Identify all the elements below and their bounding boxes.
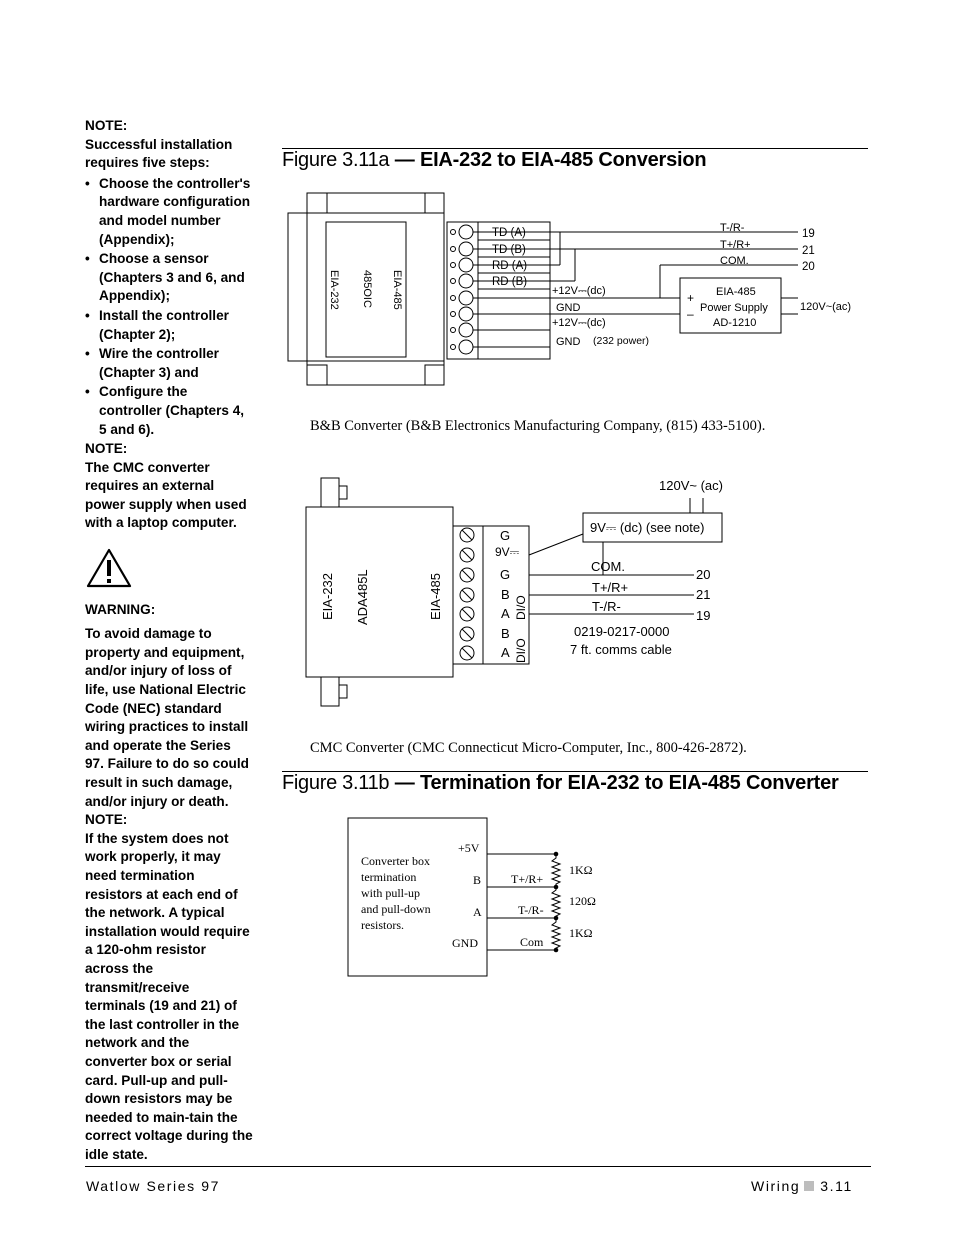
cmc-term-label: B [501, 626, 510, 641]
box-text-line: termination [361, 870, 417, 884]
cable-part-number: 0219-0217-0000 [574, 624, 670, 639]
step-item: • Choose a sensor (Chapters 3 and 6, and Appendix); [85, 250, 253, 306]
step-item: • Wire the controller (Chapter 3) and [85, 345, 253, 382]
step-item: • Choose the controller's hardware configuration and model number (Appendix); [85, 175, 253, 249]
note1-heading: NOTE: [85, 118, 128, 133]
term-label: TD (B) [492, 244, 526, 256]
ps-plus: + [687, 291, 695, 305]
square-bullet-icon [804, 1181, 814, 1191]
fig-a-title-lead: Figure 3.11a [282, 149, 390, 171]
cmc-eia485-label: EIA-485 [428, 573, 443, 620]
power-label: +12V⎓(dc) [552, 317, 606, 329]
power-label: +12V⎓(dc) [552, 285, 606, 297]
ctrl-label: T+/R+ [720, 239, 751, 251]
ctrl-number: 19 [802, 228, 815, 240]
ps-line3: AD-1210 [713, 317, 757, 329]
resistor-1k-bottom [552, 918, 560, 950]
cmc-eia232-label: EIA-232 [320, 573, 335, 620]
box-text-line: and pull-down [361, 902, 431, 916]
term-label: TD (A) [492, 227, 526, 239]
cmc-wire-number: 19 [696, 608, 711, 623]
cmc-term-label: A [501, 645, 510, 660]
cmc-wire-label: T-/R- [592, 599, 621, 614]
pin-label: +5V [458, 841, 480, 855]
term-label: RD (B) [492, 276, 528, 288]
footer-page-number: 3.11 [820, 1178, 853, 1194]
cmc-dc-note: 9V⎓ (dc) (see note) [590, 520, 705, 535]
warning-heading: WARNING: [85, 601, 156, 617]
warning-text: To avoid damage to property and equipment, and/or injury of loss of life, use National Electric Code (NEC) standard wiring practices to install and operate the Series 97. Failure to do so could result in such damage, and/or injury or death. [85, 626, 249, 809]
power-note: (232 power) [593, 335, 650, 347]
caption-bb: B&B Converter (B&B Electronics Manufacturing Company, (815) 433-5100). [310, 418, 766, 434]
cmc-wire-number: 20 [696, 567, 711, 582]
ctrl-number: 20 [802, 261, 815, 273]
cmc-term-label: G [500, 528, 511, 543]
bb-eia232-label: EIA-232 [328, 270, 340, 310]
cmc-dio-label: DI/O [514, 638, 528, 663]
cable-description: 7 ft. comms cable [570, 642, 672, 657]
line-label: Com [520, 935, 544, 949]
line-label: T-/R- [518, 903, 544, 917]
pin-label: GND [452, 936, 478, 950]
cmc-ac-label: 120V~ (ac) [659, 478, 723, 493]
note2-text: The CMC converter requires an external power supply when used with a laptop computer. [85, 459, 247, 531]
cmc-wire-number: 21 [696, 587, 711, 602]
resistor-value: 1KΩ [569, 863, 593, 877]
ps-ac: 120V~(ac) [800, 301, 852, 313]
pin-label: B [473, 873, 482, 887]
ps-line1: EIA-485 [716, 286, 756, 298]
cmc-term-label: A [501, 606, 510, 621]
pin-label: A [473, 905, 482, 919]
ps-line2: Power Supply [700, 302, 768, 314]
step-item: • Configure the controller (Chapters 4, 5 and 6). [85, 383, 253, 439]
note3-text: If the system does not work properly, it may need termination resistors at each end of the network. A typical installation would require a 120-ohm resistor across the transmit/receive terminals (19 and 21) of the last controller in the network and the converter box or serial card. Pull-up and pull-down resistors may be needed to main-tain the correct voltage during the idle state. [85, 830, 253, 1162]
cmc-wire-label: COM. [591, 559, 625, 574]
ctrl-label: COM. [720, 255, 749, 267]
bb-model-label: 485OIC [361, 270, 373, 308]
note3-heading: NOTE: [85, 812, 128, 828]
term-label: RD (A) [492, 260, 528, 272]
footer-rule [85, 1166, 871, 1167]
step-item: • Install the controller (Chapter 2); [85, 307, 253, 344]
power-label: GND [556, 302, 581, 314]
caption-cmc: CMC Converter (CMC Connecticut Micro-Computer, Inc., 800-426-2872). [310, 740, 747, 756]
box-text-line: Converter box [361, 854, 430, 868]
cmc-term-label: G [500, 567, 511, 582]
footer-product: Watlow Series 97 [86, 1178, 221, 1194]
line-label: T+/R+ [511, 872, 544, 886]
fig-b-title-text: — Termination for EIA-232 to EIA-485 Converter [394, 772, 839, 794]
cmc-term-label: B [501, 587, 510, 602]
cmc-term-label: 9V⎓ [495, 545, 520, 559]
ctrl-number: 21 [802, 245, 815, 257]
bb-eia485-label: EIA-485 [391, 270, 403, 310]
ctrl-label: T-/R- [720, 222, 745, 234]
footer-section: Wiring [751, 1178, 801, 1194]
box-text-line: with pull-up [361, 886, 420, 900]
note1-intro: Successful installation requires five steps: [85, 136, 233, 171]
cmc-wire-label: T+/R+ [592, 580, 629, 595]
fig-a-title-text: — EIA-232 to EIA-485 Conversion [394, 149, 707, 171]
box-text-line: resistors. [361, 918, 404, 932]
resistor-120 [552, 887, 560, 918]
resistor-value: 120Ω [569, 894, 596, 908]
cmc-model-label: ADA485L [355, 569, 370, 625]
resistor-value: 1KΩ [569, 926, 593, 940]
resistor-1k-top [552, 854, 560, 887]
ps-minus: – [687, 307, 694, 321]
cmc-dio-label: DI/O [514, 595, 528, 620]
footer-page-ref [751, 1178, 853, 1194]
fig-b-title-lead: Figure 3.11b [282, 772, 390, 794]
power-label: GND [556, 336, 581, 348]
note2-heading: NOTE: [85, 441, 128, 457]
